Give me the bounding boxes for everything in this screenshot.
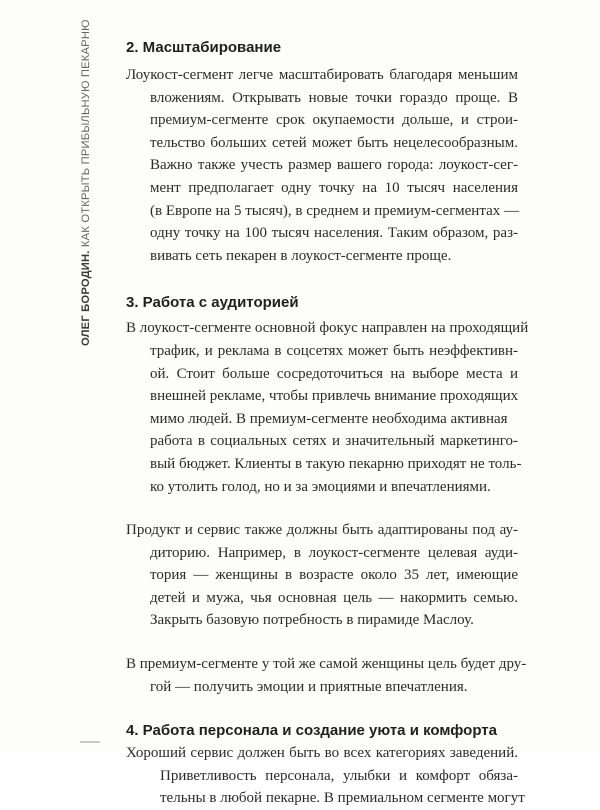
running-header [76, 16, 96, 346]
text-line: Важно также учесть размер вашего города: лоукост-сег- [150, 157, 518, 174]
text-line: вивать сеть пекарен в лоукост-сегменте проще. [150, 247, 452, 264]
running-header-spine [74, 0, 98, 750]
page-bottom-rule [80, 741, 100, 743]
text-line: внешней рекламе, чтобы привлечь внимание проходящих [150, 388, 519, 405]
text-line: тельны в любой пекарне. В премиальном сегменте могут [160, 790, 525, 807]
text-line: трафик, и реклама в соцсетях может быть неэффективн- [150, 342, 518, 359]
text-line: Приветливость персонала, улыбки и комфорт обяза- [160, 767, 518, 784]
text-line: гой — получить эмоции и приятные впечатления. [150, 678, 468, 695]
paragraph-staff-comfort [126, 742, 525, 810]
text-line: мент предполагает одну точку на 10 тысяч населения [150, 179, 518, 196]
text-line: детей и мужа, чья основная цель — накормить семью. [150, 589, 518, 606]
text-line: диторию. Например, в лоукост-сегменте целевая ауди- [150, 544, 518, 561]
section-heading-scaling: 2. Масштабирование [126, 39, 282, 56]
text-line: ко утолить голод, но и за эмоциями и впечатлениями. [150, 478, 491, 495]
text-line: (в Европе на 5 тысяч), в среднем и премиум-сегментах — [150, 202, 519, 219]
page-content [126, 38, 529, 810]
paragraph-audience-3 [126, 653, 527, 698]
text-line: одну точку на 100 тысяч населения. Таким образом, раз- [150, 225, 518, 242]
text-line: Хороший сервис должен быть во всех категориях заведений. [126, 745, 518, 762]
paragraph-scaling [126, 64, 518, 267]
section-heading-staff-comfort: 4. Работа персонала и создание уюта и комфорта [126, 722, 497, 740]
text-line: вложениям. Открывать новые точки гораздо проще. В [150, 89, 518, 106]
book-title: КАК ОТКРЫТЬ ПРИБЫЛЬНУЮ ПЕКАРНЮ [80, 19, 92, 248]
text-line: мимо людей. В премиум-сегменте необходима активная [150, 410, 508, 427]
text-line: тория — женщины в возрасте около 35 лет, имеющие [150, 567, 518, 584]
text-line: Закрыть базовую потребность в пирамиде Маслоу. [150, 612, 474, 629]
section-heading-audience: 3. Работа с аудиторией [126, 294, 299, 312]
text-line: работа в социальных сетях и значительный маркетинго- [150, 433, 518, 450]
text-line: премиум-сегменте срок окупаемости дольше, и строи- [150, 112, 518, 129]
text-line: ой. Стоит больше сосредоточиться на выборе места и [150, 365, 518, 382]
text-line: В премиум-сегменте у той же самой женщины цель будет дру- [126, 656, 527, 673]
text-line: Продукт и сервис также должны быть адаптированы под ау- [126, 522, 518, 539]
paragraph-audience-1 [126, 317, 529, 498]
text-line: тельство больших сетей может быть нецелесообразным. [150, 134, 518, 151]
text-line: вый бюджет. Клиенты в такую пекарню приходят не толь- [150, 455, 522, 472]
text-line: Лоукост-сегмент легче масштабировать благодаря меньшим [126, 67, 518, 83]
paragraph-audience-2 [126, 519, 518, 632]
text-line: В лоукост-сегменте основной фокус направлен на проходящий [126, 320, 529, 337]
book-author: ОЛЕГ БОРОДИН. [80, 250, 92, 346]
